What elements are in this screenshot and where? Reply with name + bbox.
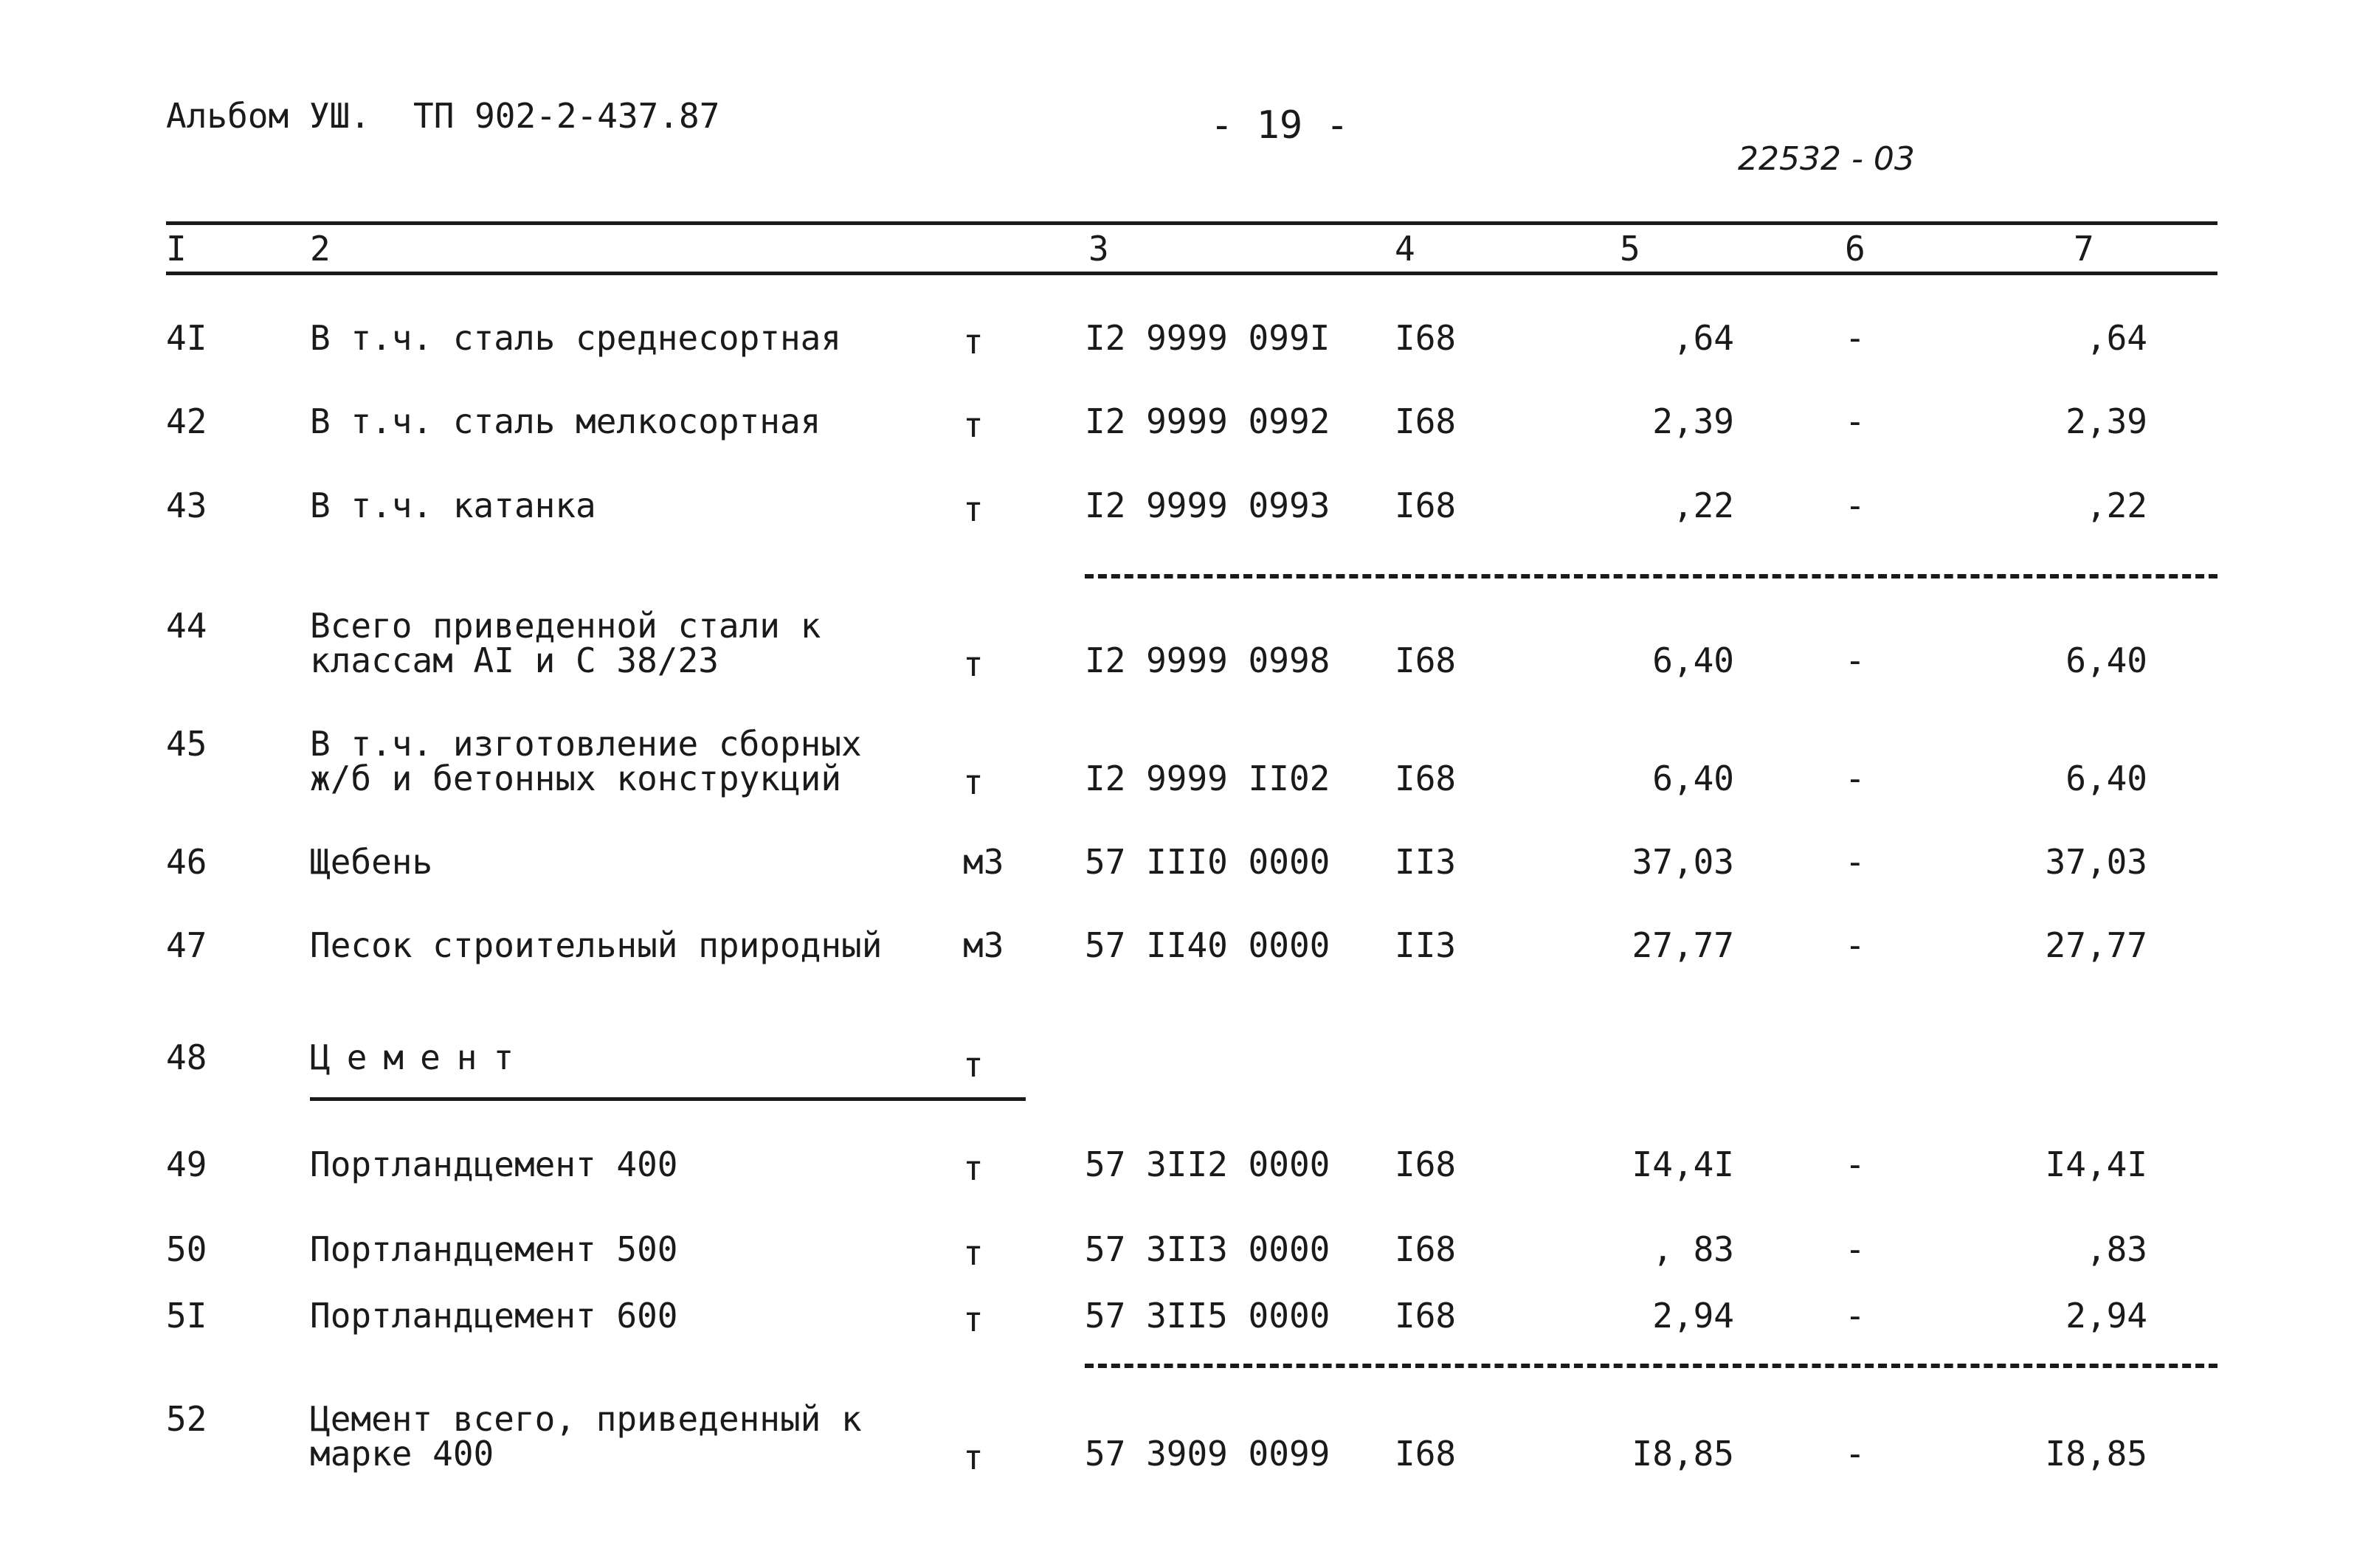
page-number: - 19 - <box>1210 103 1349 148</box>
material-name-continued: классам АI и С 38/23 <box>310 640 719 680</box>
project-code: ТП 902-2-437.87 <box>413 96 720 136</box>
material-name-continued: ж/б и бетонных конструкций <box>310 759 842 798</box>
material-code: 57 3II5 0000 <box>1085 1296 1330 1336</box>
material-code: I2 9999 0992 <box>1085 401 1330 441</box>
unit: м3 <box>963 925 1004 965</box>
material-name: Портландцемент 400 <box>310 1144 678 1184</box>
unit: т <box>963 489 984 529</box>
value-col6: - <box>1845 318 1865 358</box>
value-col5: 6,40 <box>1652 759 1734 798</box>
material-name: Щебень <box>310 842 433 882</box>
value-col6: - <box>1845 401 1865 441</box>
unit: т <box>963 1233 984 1273</box>
row-number: 4I <box>166 318 207 358</box>
dashed-separator <box>1085 574 2217 578</box>
column-header-2: 2 <box>310 229 331 269</box>
material-name: В т.ч. сталь мелкосортная <box>310 401 821 441</box>
unit: т <box>963 1299 984 1339</box>
material-code: I2 9999 0998 <box>1085 640 1330 680</box>
unit-code: I68 <box>1395 486 1457 525</box>
unit: т <box>963 762 984 802</box>
value-col6: - <box>1845 486 1865 525</box>
value-col7: 37,03 <box>2045 842 2147 882</box>
table-top-rule <box>166 221 2217 225</box>
value-col7: 6,40 <box>2065 759 2147 798</box>
column-header-1: I <box>166 229 187 269</box>
row-number: 49 <box>166 1144 207 1184</box>
value-col6: - <box>1845 1434 1865 1474</box>
material-name-continued: марке 400 <box>310 1434 494 1474</box>
value-col5: ,22 <box>1672 486 1734 525</box>
material-code: 57 3II2 0000 <box>1085 1144 1330 1184</box>
material-code: I2 9999 099I <box>1085 318 1330 358</box>
material-code: I2 9999 II02 <box>1085 759 1330 798</box>
value-col6: - <box>1845 1296 1865 1336</box>
row-number: 47 <box>166 925 207 965</box>
material-name: Портландцемент 500 <box>310 1229 678 1269</box>
material-name: Всего приведенной стали к <box>310 606 821 646</box>
value-col6: - <box>1845 759 1865 798</box>
unit: м3 <box>963 842 1004 882</box>
unit: т <box>963 1148 984 1188</box>
unit-code: I68 <box>1395 401 1457 441</box>
section-heading: Цемент <box>310 1037 531 1077</box>
value-col7: ,64 <box>2085 318 2147 358</box>
value-col6: - <box>1845 1229 1865 1269</box>
section-underline <box>310 1097 1026 1101</box>
album-label: Альбом УШ. <box>166 96 370 136</box>
unit-code: II3 <box>1395 925 1457 965</box>
unit-code: I68 <box>1395 1144 1457 1184</box>
unit: т <box>963 644 984 684</box>
unit-code: I68 <box>1395 1229 1457 1269</box>
value-col6: - <box>1845 1144 1865 1184</box>
material-code: 57 III0 0000 <box>1085 842 1330 882</box>
material-code: 57 3909 0099 <box>1085 1434 1330 1474</box>
material-name: Портландцемент 600 <box>310 1296 678 1336</box>
value-col5: 37,03 <box>1632 842 1734 882</box>
row-number: 43 <box>166 486 207 525</box>
unit: т <box>963 405 984 445</box>
column-header-4: 4 <box>1395 229 1415 269</box>
unit-code: I68 <box>1395 1434 1457 1474</box>
material-code: 57 II40 0000 <box>1085 925 1330 965</box>
value-col5: 2,39 <box>1652 401 1734 441</box>
row-number: 45 <box>166 724 207 764</box>
value-col7: 6,40 <box>2065 640 2147 680</box>
material-name: Песок строительный природный <box>310 925 883 965</box>
value-col7: 2,94 <box>2065 1296 2147 1336</box>
unit-code: I68 <box>1395 1296 1457 1336</box>
unit-code: I68 <box>1395 640 1457 680</box>
column-header-6: 6 <box>1845 229 1865 269</box>
unit-code: I68 <box>1395 759 1457 798</box>
row-number: 46 <box>166 842 207 882</box>
material-name: Цемент всего, приведенный к <box>310 1399 862 1439</box>
column-header-3: 3 <box>1088 229 1109 269</box>
row-number: 50 <box>166 1229 207 1269</box>
row-number: 44 <box>166 606 207 646</box>
value-col7: I4,4I <box>2045 1144 2147 1184</box>
material-code: I2 9999 0993 <box>1085 486 1330 525</box>
value-col5: 2,94 <box>1652 1296 1734 1336</box>
value-col7: I8,85 <box>2045 1434 2147 1474</box>
value-col6: - <box>1845 640 1865 680</box>
unit: т <box>963 1045 984 1085</box>
value-col5: 6,40 <box>1652 640 1734 680</box>
value-col7: 2,39 <box>2065 401 2147 441</box>
material-code: 57 3II3 0000 <box>1085 1229 1330 1269</box>
value-col7: ,83 <box>2085 1229 2147 1269</box>
dashed-separator <box>1085 1364 2217 1368</box>
row-number: 5I <box>166 1296 207 1336</box>
document-number: 22532 - 03 <box>1738 140 1915 178</box>
value-col5: ,64 <box>1672 318 1734 358</box>
value-col6: - <box>1845 925 1865 965</box>
value-col5: I8,85 <box>1632 1434 1734 1474</box>
row-number: 48 <box>166 1037 207 1077</box>
table-header-rule <box>166 272 2217 275</box>
material-name: В т.ч. сталь среднесортная <box>310 318 842 358</box>
material-name: В т.ч. изготовление сборных <box>310 724 862 764</box>
unit-code: II3 <box>1395 842 1457 882</box>
unit: т <box>963 1437 984 1477</box>
row-number: 42 <box>166 401 207 441</box>
value-col5: I4,4I <box>1632 1144 1734 1184</box>
value-col7: 27,77 <box>2045 925 2147 965</box>
column-header-7: 7 <box>2074 229 2094 269</box>
row-number: 52 <box>166 1399 207 1439</box>
value-col7: ,22 <box>2085 486 2147 525</box>
column-header-5: 5 <box>1620 229 1640 269</box>
value-col6: - <box>1845 842 1865 882</box>
material-name: В т.ч. катанка <box>310 486 596 525</box>
unit-code: I68 <box>1395 318 1457 358</box>
value-col5: 27,77 <box>1632 925 1734 965</box>
value-col5: , 83 <box>1652 1229 1734 1269</box>
unit: т <box>963 322 984 362</box>
